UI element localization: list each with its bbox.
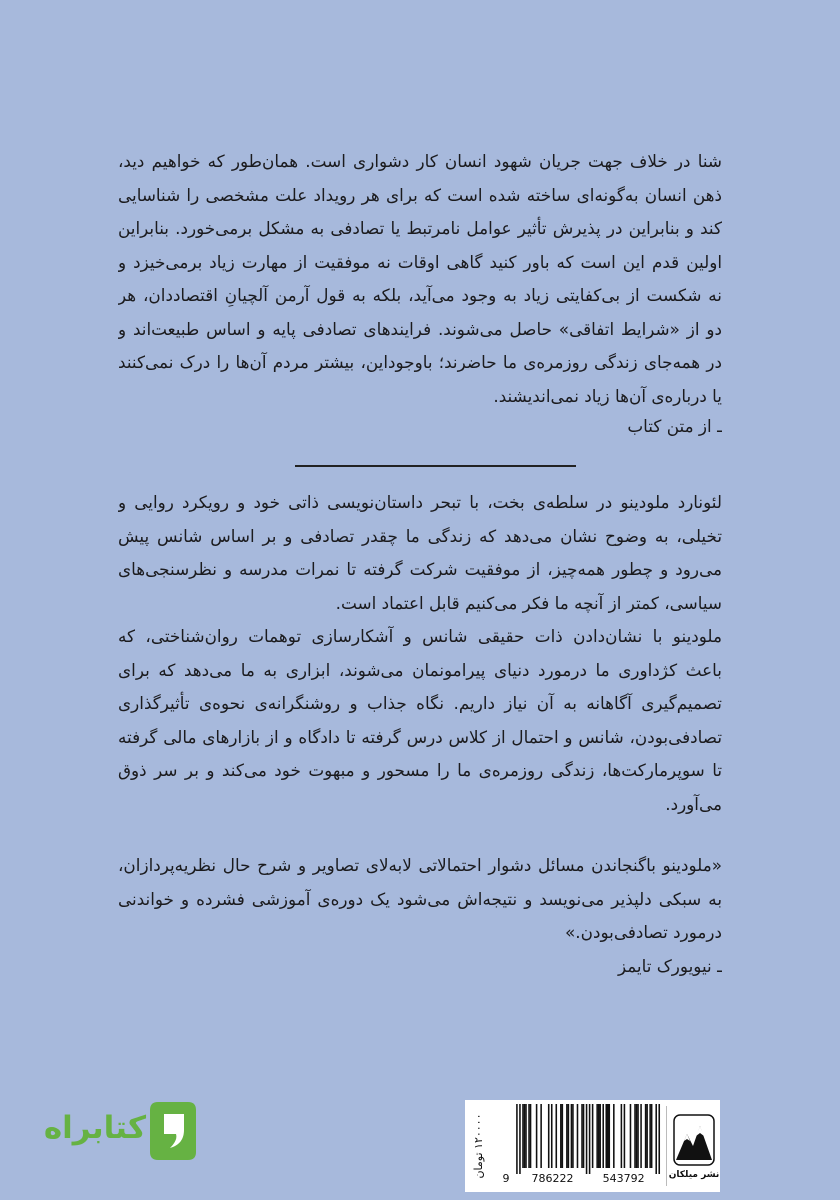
- barcode-bar: [586, 1104, 588, 1174]
- barcode-bar: [599, 1104, 601, 1168]
- review-line: «ملودینو باگنجاندن مسائل دشوار احتمالاتی لابه‌لای تصاویر و شرح حال نظریه‌پردازان،: [118, 855, 722, 875]
- barcode-bar: [556, 1104, 558, 1168]
- logo-text: کتابراه: [43, 1110, 146, 1146]
- excerpt-line: شنا در خلاف جهت جریان شهود انسان کار دشواری است. همان‌طور که خواهیم دید،: [118, 151, 722, 171]
- excerpt-line: دو از «شرایط اتفاقی» حاصل می‌شوند. فرایندهای تصادفی پایه و اساس طبیعت‌اند و: [118, 318, 722, 339]
- box-separator: [666, 1106, 667, 1186]
- barcode-bar: [658, 1104, 660, 1174]
- description-line: می‌رود و چطور همه‌چیز، از موفقیت شرکت گرفته تا نمرات مدرسه و نظرسنجی‌های: [118, 559, 722, 579]
- review-line: درمورد تصادفی‌بودن.»: [565, 922, 722, 942]
- ketabrah-logo: [36, 1098, 200, 1164]
- description-line: باعث کژداوری ما درمورد دنیای پیرامونمان می‌شوند، ابزاری به ما می‌دهد که برای: [118, 659, 722, 680]
- barcode-bar: [609, 1104, 611, 1168]
- barcode-bar: [624, 1104, 626, 1168]
- review-line: به سبکی دلپذیر می‌نویسد و نتیجه‌اش می‌شود یک دوره‌ی آموزشی فشرده و خواندنی: [118, 888, 722, 909]
- barcode-bar: [548, 1104, 550, 1168]
- excerpt-line: در همه‌جای زندگی روزمره‌ی ما حاضرند؛ باوجوداین، بیشتر مردم آن‌ها را درک نمی‌کنند: [118, 352, 722, 372]
- section-divider: [295, 465, 576, 467]
- barcode-bar: [636, 1104, 638, 1168]
- barcode-bar: [528, 1104, 530, 1168]
- ketabrah-icon: [148, 1100, 198, 1162]
- barcode-bar: [596, 1104, 598, 1168]
- barcode-bar: [649, 1104, 651, 1168]
- barcode-digits-right: 543792: [602, 1172, 645, 1185]
- description-line: لئونارد ملودینو در سلطه‌ی بخت، با تبحر داستان‌نویسی ذاتی خود و رویکرد روایی و: [118, 492, 722, 512]
- barcode-bar: [598, 1104, 600, 1168]
- price-label: ۱۲۰۰۰۰ تومان: [472, 1113, 485, 1179]
- barcode-bars: [516, 1104, 660, 1174]
- barcode-bar: [645, 1104, 647, 1168]
- barcode-box: [465, 1100, 720, 1192]
- barcode-bar: [651, 1104, 653, 1168]
- barcode-bar: [637, 1104, 639, 1168]
- description-line: تا سوپرمارکت‌ها، زندگی روزمره‌ی ما را مسحور و مبهوت خود می‌کند و بر سر ذوق: [118, 760, 722, 780]
- description-line: می‌آورد.: [665, 793, 722, 814]
- description-line: سیاسی، کمتر از آنچه ما فکر می‌کنیم قابل اعتماد است.: [335, 592, 722, 613]
- barcode-bar: [605, 1104, 607, 1168]
- barcode-bar: [536, 1104, 538, 1168]
- excerpt-line: اولین قدم این است که باور کنید گاهی اوقات نه موفقیت از مهارت زیاد برمی‌خیزد و: [118, 251, 722, 272]
- barcode-bar: [519, 1104, 521, 1174]
- barcode-bar: [525, 1104, 527, 1168]
- barcode-bar: [551, 1104, 553, 1168]
- description-line: تصادفی‌بودن، شانس و احتمال از کلاس درس گرفته تا دادگاه و از بازارهای مالی گرفته: [118, 726, 722, 747]
- barcode-bar: [524, 1104, 526, 1168]
- barcode-bar: [589, 1104, 591, 1174]
- barcode-bar: [566, 1104, 568, 1168]
- review-quote: [118, 849, 722, 950]
- barcode-digit-lead: 9: [502, 1172, 510, 1185]
- book-description: [118, 486, 722, 821]
- barcode-bar: [602, 1104, 604, 1168]
- barcode-bar: [583, 1104, 585, 1168]
- barcode-bar: [522, 1104, 524, 1168]
- barcode-bar: [581, 1104, 583, 1168]
- barcode-bar: [571, 1104, 573, 1168]
- review-source: [118, 950, 722, 984]
- description-paragraph: [118, 486, 722, 620]
- barcode-bar: [530, 1104, 532, 1168]
- barcode-bar: [646, 1104, 648, 1168]
- excerpt-source-text: ـ از متن کتاب: [627, 416, 722, 436]
- publisher-logo: [668, 1100, 720, 1192]
- barcode-bar: [621, 1104, 623, 1168]
- barcode-bar: [630, 1104, 632, 1168]
- barcode-bar: [560, 1104, 562, 1168]
- description-line: تخیلی، به وضوح نشان می‌دهد که زندگی ما چقدر تصادفی و بر اساس شانس پیش: [118, 525, 722, 546]
- excerpt-line: کند و بنابراین در پذیرش تأثیر عوامل نامرتبط یا تصادفی به مشکل برمی‌خورد. بنابراین: [118, 218, 722, 238]
- review-source-text: ـ نیویورک تایمز: [617, 956, 722, 976]
- barcode-bar: [613, 1104, 615, 1168]
- publisher-name: نشر میلکان: [668, 1170, 720, 1180]
- isbn-barcode: [501, 1104, 663, 1186]
- barcode-bar: [568, 1104, 570, 1168]
- excerpt-line: یا درباره‌ی آن‌ها زیاد نمی‌اندیشند.: [493, 385, 722, 406]
- mountains-icon: [673, 1114, 715, 1166]
- barcode-bar: [562, 1104, 564, 1168]
- barcode-bar: [540, 1104, 542, 1168]
- barcode-bar: [634, 1104, 636, 1168]
- excerpt-line: ذهن انسان به‌گونه‌ای ساخته شده است که برای هر رویداد علت مشخصی را شناسایی: [118, 184, 722, 205]
- barcode-bar: [572, 1104, 574, 1168]
- barcode-bar: [640, 1104, 642, 1168]
- barcode-bar: [516, 1104, 518, 1174]
- barcode-bar: [577, 1104, 579, 1168]
- description-line: ملودینو با نشان‌دادن ذات حقیقی شانس و آشکارسازی توهمات روان‌شناختی، که: [118, 626, 722, 646]
- barcode-bar: [655, 1104, 657, 1174]
- barcode-bar: [607, 1104, 609, 1168]
- excerpt-line: نه شکست از بی‌کفایتی زیاد به وجود می‌آید، بلکه به قول آرمن آلچیانِ اقتصاددان، هر: [118, 285, 722, 305]
- description-line: تصمیم‌گیری آگاهانه به آن نیاز داریم. نگاه جذاب و روشنگرانه‌ی نحوه‌ی تأثیرگذاری: [118, 693, 722, 713]
- excerpt-paragraph: [118, 145, 722, 413]
- barcode-bar: [592, 1104, 594, 1168]
- description-paragraph: [118, 620, 722, 821]
- excerpt-source: [118, 410, 722, 444]
- barcode-digits-left: 786222: [531, 1172, 574, 1185]
